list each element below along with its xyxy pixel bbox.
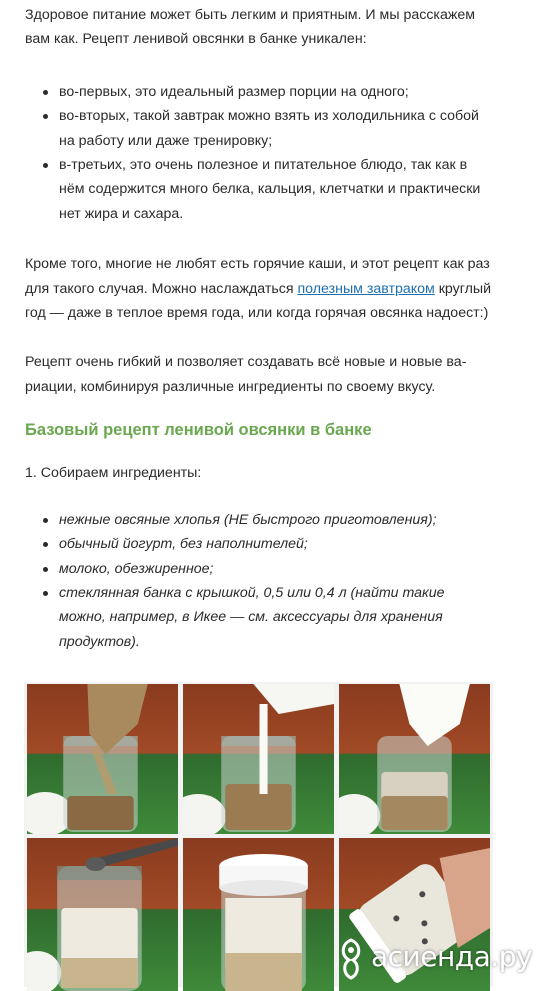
intro-paragraph: Здоровое питание может быть легким и приятным. И мы расскажем вам как. Рецепт ленивой овсянки в банке уникален: [25, 7, 475, 48]
article-content [25, 3, 495, 654]
section-heading: Базовый рецепт ленивой овсянки в банке [25, 421, 372, 440]
list-item: молоко, обезжиренное; [25, 557, 495, 581]
paragraph-flexible: Рецепт очень гибкий и позволяет создавать всё новые и новые вариации, комбинируя различные ингредиенты по своему вкусу. [25, 354, 467, 395]
paragraph-text: круглый год — даже в теплое время года, или когда горячая овсянка надоест:) [25, 280, 492, 322]
site-watermark [335, 930, 535, 985]
step-one: 1. Собираем ингредиенты: [25, 465, 202, 482]
photo-spoon-added [27, 838, 178, 991]
paragraph-hot-porridge [25, 252, 495, 325]
watermark-text: асиенда.ру [371, 940, 533, 974]
asienda-logo-icon [335, 936, 367, 980]
list-item: обычный йогурт, без наполнителей; [25, 532, 495, 556]
photo-oats-pouring [27, 684, 178, 834]
photo-milk-pouring [183, 684, 334, 834]
paragraph-text: Кроме того, многие не любят есть горячие каши, и этот рецепт как раз для такого случая. Можно наслаждаться [25, 256, 490, 297]
ingredients-list [25, 508, 495, 654]
photo-jar-closed [183, 838, 334, 991]
list-item: нежные овсяные хлопья (НЕ быстрого приготовления); [25, 508, 495, 532]
photo-yogurt-added [339, 684, 490, 834]
list-item: во-вторых, такой завтрак можно взять из холодильника с собой на работу или даже тренировку; [25, 104, 495, 153]
list-item: в-третьих, это очень полезное и питательное блюдо, так как в нём содержится много белка, кальция, клетчатки и практически нет жира и сахара. [25, 153, 495, 226]
benefits-list [25, 80, 495, 226]
list-item: во-первых, это идеальный размер порции на одного; [25, 80, 495, 104]
healthy-breakfast-link[interactable]: полезным завтраком [297, 280, 435, 297]
list-item: стеклянная банка с крышкой, 0,5 или 0,4 л (найти такие можно, например, в Икее — см. аксессуары для хранения продуктов). [25, 581, 495, 654]
